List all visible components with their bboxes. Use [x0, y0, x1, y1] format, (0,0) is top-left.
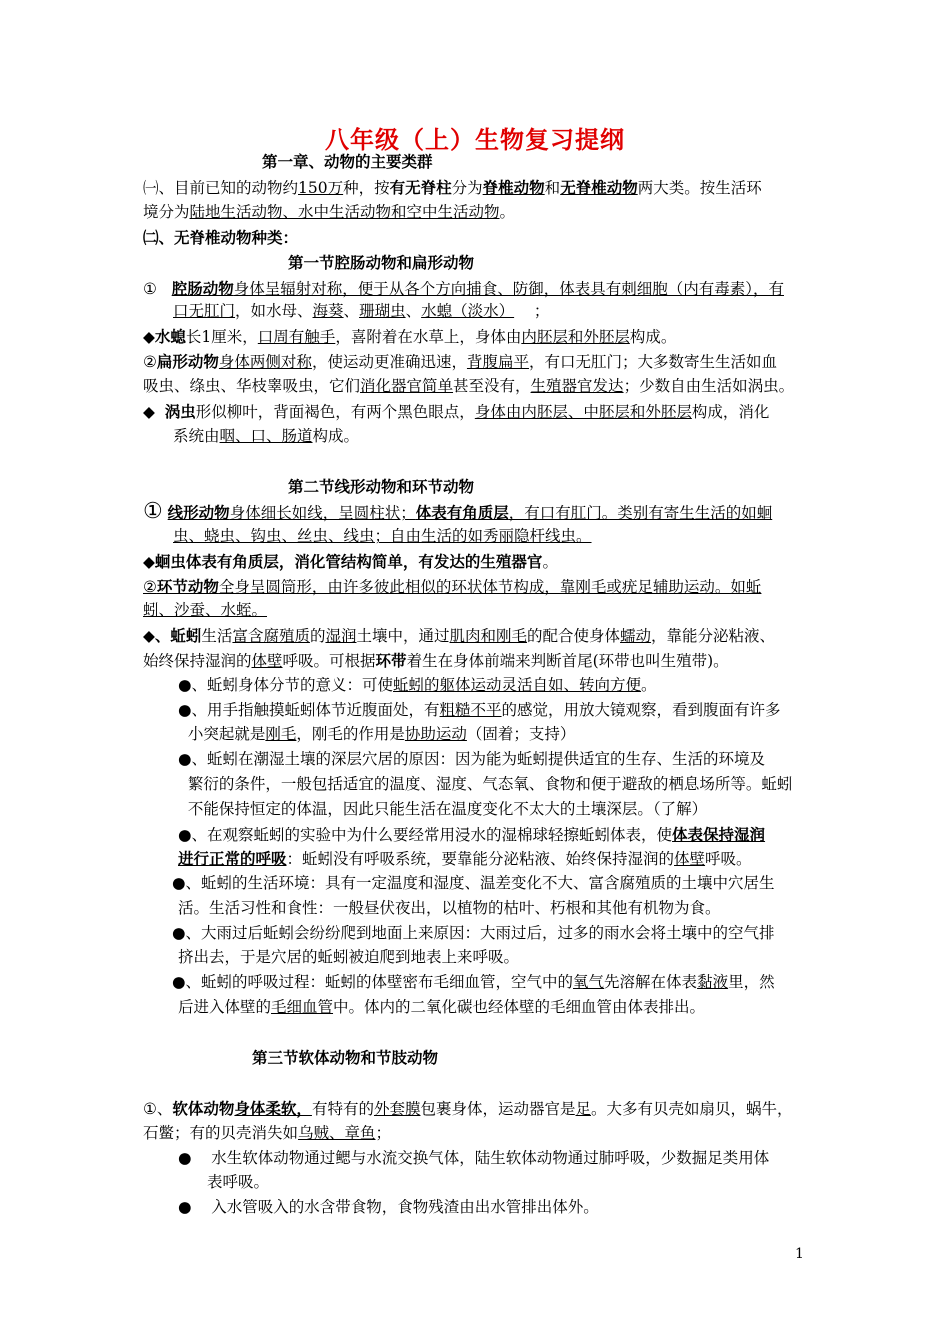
- section2-heading: 第二节线形动物和环节动物: [288, 477, 475, 496]
- sec1-line-2: 口无肛门，如水母、海葵、珊瑚虫、水螅（淡水） ；: [173, 302, 550, 320]
- sec1-line-3: ◆水螅长1厘米，口周有触手，喜附着在水草上，身体由内胚层和外胚层构成。: [143, 327, 677, 346]
- sec1-line-7: 系统由咽、口、肠道构成。: [173, 427, 360, 445]
- section3-heading: 第三节软体动物和节肢动物: [252, 1048, 439, 1067]
- intro-line-1: ㈠、目前已知的动物约150万种，按有无脊柱分为脊椎动物和无脊椎动物两大类。按生活环: [143, 178, 762, 197]
- sec2-line-19: 挤出去，于是穴居的蚯蚓被迫爬到地表上来呼吸。: [178, 948, 520, 966]
- sec1-line-1: ① 腔肠动物身体呈辐射对称，便于从各个方向捕食、防御，体表具有刺细胞（内有毒素），有: [143, 279, 784, 298]
- sec3-line-1: ①、软体动物身体柔软，有特有的外套膜包裹身体，运动器官是足。大多有贝壳如扇贝，蜗牛，: [143, 1099, 793, 1118]
- document-title: 八年级（上）生物复习提纲: [325, 125, 625, 154]
- sec2-line-2: 虫、蛲虫、钩虫、丝虫、线虫；自由生活的如秀丽隐杆线虫。: [173, 527, 592, 545]
- sec2-line-7: 始终保持湿润的体壁呼吸。可根据环带着生在身体前端来判断首尾(环带也叫生殖带)。: [143, 651, 729, 670]
- sec3-bullet-1-cont: 表呼吸。: [207, 1173, 270, 1191]
- sec2-line-10: 小突起就是刚毛，刚毛的作用是协助运动（固着；支持）: [187, 725, 576, 743]
- sec1-line-4: ②扁形动物身体两侧对称，使运动更准确迅速，背腹扁平，有口无肛门；大多数寄生生活如血: [143, 352, 777, 371]
- sec2-line-11: ●、蚯蚓在潮湿土壤的深层穴居的原因：因为能为蚯蚓提供适宜的生存、生活的环境及: [178, 750, 766, 768]
- sec2-line-18: ●、大雨过后蚯蚓会纷纷爬到地面上来原因：大雨过后，过多的雨水会将土壤中的空气排: [172, 924, 775, 942]
- sec2-line-21: 后进入体壁的毛细血管中。体内的二氧化碳也经体壁的毛细血管由体表排出。: [178, 998, 706, 1016]
- bullet-dot: ●: [178, 1198, 192, 1216]
- sec2-line-15: 进行正常的呼吸：蚯蚓没有呼吸系统，要靠能分泌粘液、始终保持湿润的体壁呼吸。: [178, 849, 752, 868]
- chapter-heading: 第一章、动物的主要类群: [262, 152, 433, 171]
- sec2-line-13: 不能保持恒定的体温，因此只能生活在温度变化不太大的土壤深层。（了解）: [187, 800, 708, 818]
- sec1-line-6: ◆ 涡虫形似柳叶，背面褐色，有两个黑色眼点，身体由内胚层、中胚层和外胚层构成，消化: [143, 402, 770, 421]
- sec3-bullet-2: ● 入水管吸入的水含带食物，食物残渣由出水管排出体外。: [178, 1198, 599, 1216]
- sec2-line-8: ●、蚯蚓身体分节的意义：可使蚯蚓的躯体运动灵活自如、转向方便。: [178, 676, 657, 694]
- sec3-line-2: 石鳖；有的贝壳消失如乌贼、章鱼；: [143, 1124, 392, 1142]
- page-number: 1: [795, 1246, 804, 1262]
- bullet-dot: ●: [178, 1149, 192, 1167]
- sec2-line-9: ●、用手指触摸蚯蚓体节近腹面处，有粗糙不平的感觉，用放大镜观察，看到腹面有许多: [178, 701, 781, 719]
- sec1-line-5: 吸虫、绦虫、华枝睾吸虫，它们消化器官简单甚至没有，生殖器官发达；少数自由生活如涡虫。: [143, 377, 795, 395]
- sec2-line-3: ◆蛔虫体表有角质层，消化管结构简单，有发达的生殖器官。: [143, 552, 558, 571]
- sec2-line-5: 蚓、沙蚕、水蛭。: [143, 601, 268, 619]
- intro-line-3: ㈡、无脊椎动物种类：: [143, 228, 299, 247]
- sec3-bullet-1: ● 水生软体动物通过鳃与水流交换气体，陆生软体动物通过肺呼吸，少数掘足类用体: [178, 1149, 770, 1167]
- sec2-line-6: ◆、蚯蚓生活富含腐殖质的湿润土壤中，通过肌肉和刚毛的配合使身体蠕动，靠能分泌粘液、: [143, 626, 776, 645]
- section1-heading: 第一节腔肠动物和扁形动物: [288, 253, 475, 272]
- sec2-line-14: ●、在观察蚯蚓的实验中为什么要经常用浸水的湿棉球轻擦蚯蚓体表，使体表保持湿润: [178, 825, 766, 844]
- intro-line-2: 境分为陆地生活动物、水中生活动物和空中生活动物。: [143, 203, 516, 221]
- sec2-line-1: ① 线形动物身体细长如线，呈圆柱状；体表有角质层，有口有肛门。类别有寄生生活的如蛔: [143, 500, 773, 524]
- sec2-line-12: 繁衍的条件，一般包括适宜的温度、湿度、气态氧、食物和便于避敌的栖息场所等。蚯蚓: [187, 775, 793, 793]
- sec2-line-17: 活。生活习性和食性：一般昼伏夜出，以植物的枯叶、朽根和其他有机物为食。: [178, 899, 721, 917]
- sec2-line-16: ●、蚯蚓的生活环境：具有一定温度和湿度、温差变化不大、富含腐殖质的土壤中穴居生: [172, 874, 775, 892]
- sec2-line-4: ②环节动物全身呈圆筒形，由许多彼此相似的环状体节构成，靠刚毛或疣足辅助运动。如蚯: [143, 577, 762, 596]
- sec2-line-20: ●、蚯蚓的呼吸过程：蚯蚓的体壁密布毛细血管，空气中的氧气先溶解在体表黏液里，然: [172, 973, 775, 991]
